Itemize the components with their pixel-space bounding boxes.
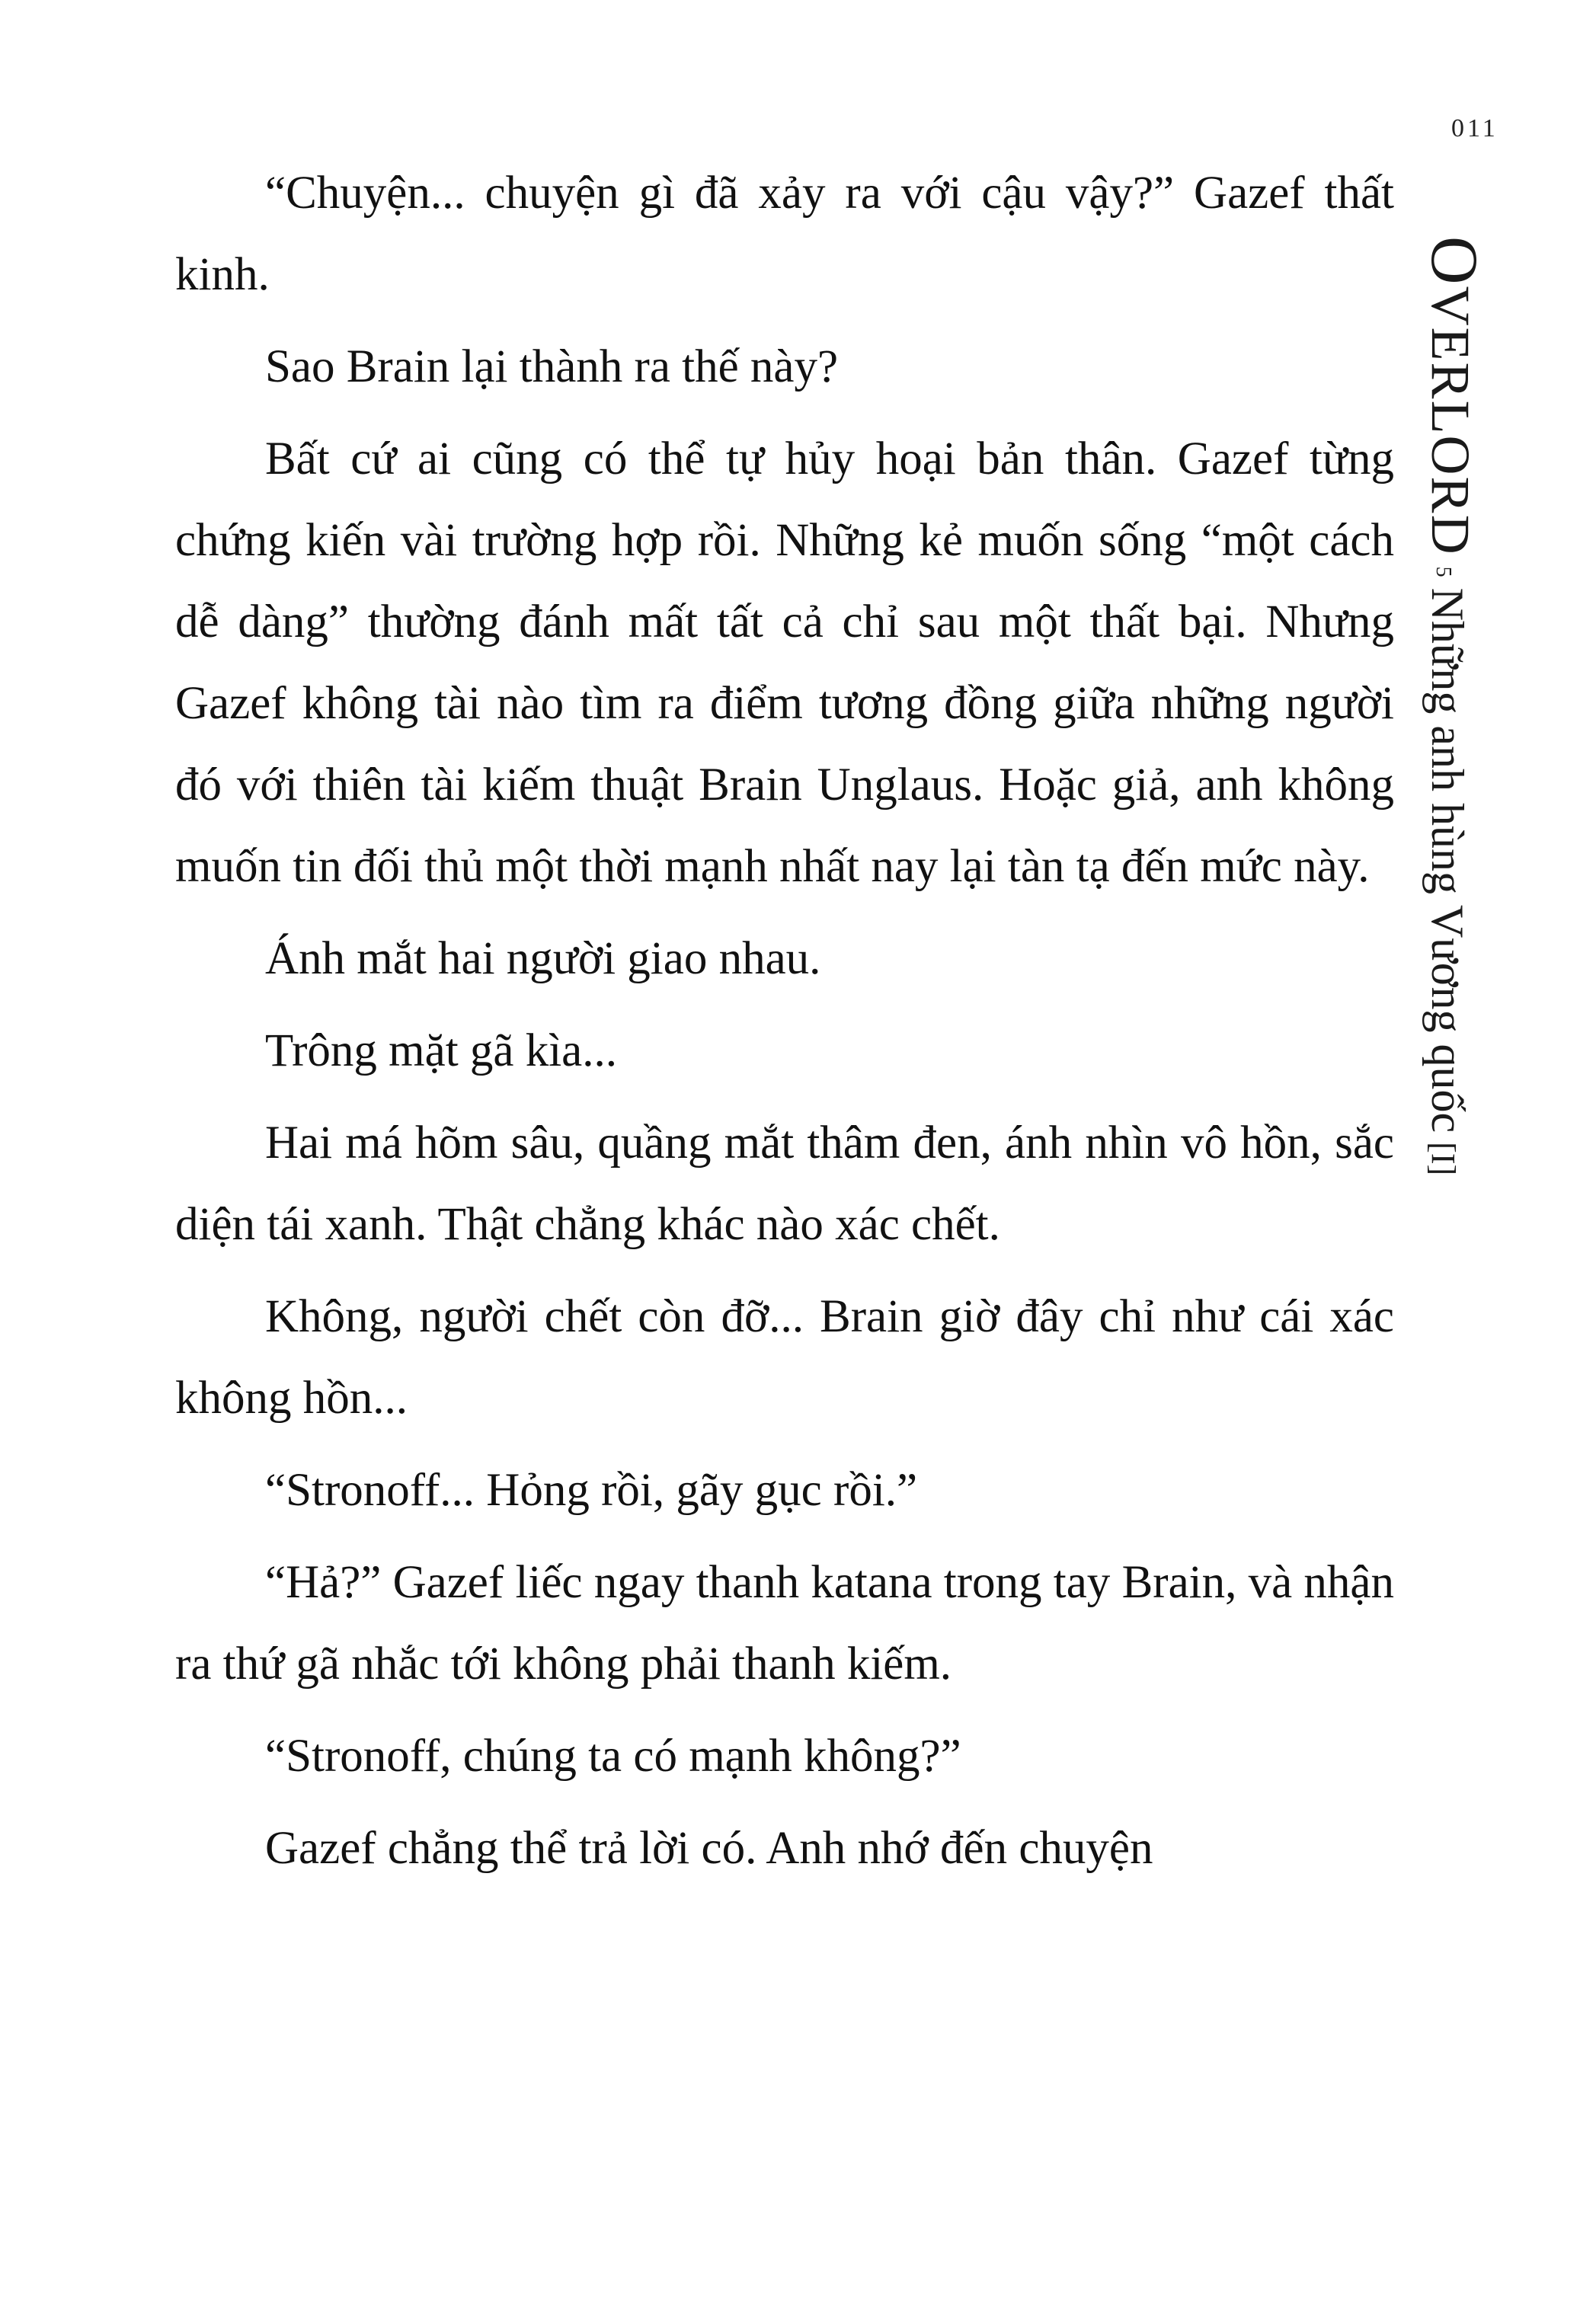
paragraph: Sao Brain lại thành ra thế này? [265,341,839,392]
series-title-rest: VERLORD [1420,286,1481,556]
body-text [175,152,1394,1889]
paragraph: Không, người chết còn đỡ... Brain giờ đây chỉ như cái xác không hồn... [175,1291,1394,1424]
running-header [1417,236,1491,1341]
volume-subtitle: Những anh hùng Vương quốc [1422,587,1473,1133]
volume-number: 5 [1431,566,1455,577]
paragraph: “Chuyện... chuyện gì đã xảy ra với cậu vậy?” Gazef thất kinh. [175,168,1394,300]
paragraph: Ánh mắt hai người giao nhau. [265,933,821,984]
paragraph: Gazef chẳng thể trả lời có. Anh nhớ đến chuyện [265,1823,1153,1874]
paragraph: “Stronoff, chúng ta có mạnh không?” [265,1731,961,1782]
part-label: [I] [1425,1142,1462,1176]
running-header-text [1412,236,1491,1176]
paragraph: “Hả?” Gazef liếc ngay thanh katana trong tay Brain, và nhận ra thứ gã nhắc tới không phải thanh kiếm. [175,1557,1394,1690]
paragraph: Trông mặt gã kìa... [265,1025,617,1076]
page-number: 011 [1451,114,1498,142]
paragraph: “Stronoff... Hỏng rồi, gãy gục rồi.” [265,1465,918,1516]
series-title [1417,236,1491,556]
paragraph: Bất cứ ai cũng có thể tự hủy hoại bản thân. Gazef từng chứng kiến vài trường hợp rồi. Những kẻ muốn sống “một cách dễ dàng” thường đánh mất tất cả chỉ sau một thất bại. Nhưng Gazef không tài nào tìm ra điểm tương đồng giữa những người đó với thiên tài kiếm thuật Brain Unglaus. Hoặc giả, anh không muốn tin đối thủ một thời mạnh nhất nay lại tàn tạ đến mức này. [175,433,1394,892]
series-title-initial: O [1417,236,1491,286]
paragraph: Hai má hõm sâu, quầng mắt thâm đen, ánh nhìn vô hồn, sắc diện tái xanh. Thật chẳng khác nào xác chết. [175,1117,1394,1250]
